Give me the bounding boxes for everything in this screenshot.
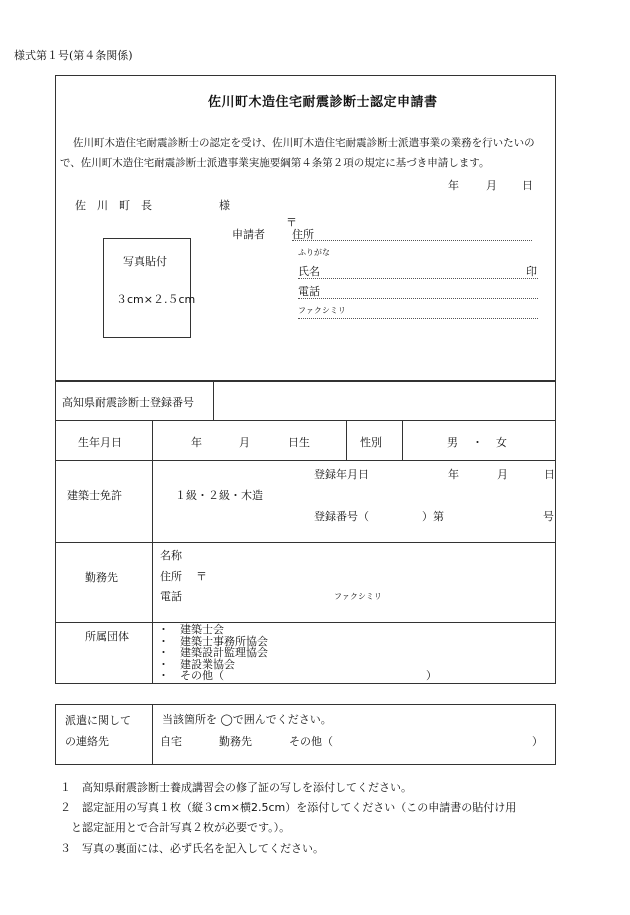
date-year-label: 年 [448,179,459,192]
license-reg-no-close: ）第 [422,510,444,523]
license-label: 建築士免許 [67,489,122,502]
col-divider [152,704,153,765]
date-day-label: 日 [522,179,533,192]
row-divider [55,542,556,543]
affiliation-other-close: ） [426,669,437,682]
affiliation-item[interactable]: ・ 建築士会 [158,623,224,636]
birth-day: 日生 [288,436,310,449]
addressee: 佐 川 町 長 [75,199,152,212]
row-divider [55,622,556,623]
fax-label: ファクシミリ [298,306,346,315]
photo-label: 写真貼付 [123,255,167,268]
dispatch-option-other[interactable]: その他（ [289,735,333,748]
workplace-fax-label: ファクシミリ [334,592,382,601]
birth-year: 年 [191,436,202,449]
license-reg-no-suffix: 号 [543,510,554,523]
row-divider [55,420,556,421]
registration-label: 高知県耐震診断士登録番号 [62,396,194,409]
col-divider [213,381,214,420]
birth-label: 生年月日 [78,436,122,449]
affiliation-item[interactable]: ・ その他（ [158,669,224,682]
col-divider [152,420,153,684]
application-body-line2: で、佐川町木造住宅耐震診断士派遣事業実施要綱第４条第２項の規定に基づき申請します。 [60,157,490,169]
info-table [55,381,556,684]
note-item: １ 高知県耐震診断士養成講習会の修了証の写しを添付してください。 [60,781,412,794]
affiliation-item[interactable]: ・ 建築設計監理協会 [158,646,268,659]
dispatch-label-line2: の連絡先 [65,735,109,748]
affiliation-item[interactable]: ・ 建設業協会 [158,657,235,671]
phone-label: 電話 [298,285,320,298]
gender-male[interactable]: 男 [447,436,458,449]
dispatch-option-other-close: ） [532,735,543,748]
workplace-phone-label: 電話 [160,590,182,603]
applicant-label: 申請者 [232,228,265,241]
dispatch-instruction: 当該箇所を ◯で囲んでください。 [162,713,332,726]
gender-label: 性別 [360,436,382,449]
row-divider [55,460,556,461]
gender-separator: ・ [472,436,483,449]
dispatch-label-line1: 派遣に関して [65,714,131,727]
col-divider [346,420,347,460]
honorific: 様 [219,199,230,212]
license-reg-day: 日 [544,468,555,481]
license-reg-year: 年 [448,468,459,481]
form-title: 佐川町木造住宅耐震診断士認定申請書 [208,95,438,110]
license-grade[interactable]: １級・２級・木造 [175,489,263,502]
dispatch-option-work[interactable]: 勤務先 [219,735,252,748]
birth-month: 月 [239,436,250,449]
form-number: 様式第１号(第４条関係) [14,49,133,62]
application-body-line1: 佐川町木造住宅耐震診断士の認定を受け、佐川町木造住宅耐震診断士派遣事業の業務を行いたいの [73,137,535,149]
note-item: ２ 認定証用の写真１枚（縦３cm×横2.5cm）を添付してください（この申請書の貼付け用 [60,801,517,814]
affiliation-list [158,624,268,682]
note-item: ３ 写真の裏面には、必ず氏名を記入してください。 [60,842,324,855]
name-field[interactable] [298,278,538,279]
phone-field[interactable] [298,298,538,299]
dispatch-option-home[interactable]: 自宅 [160,735,182,748]
workplace-label: 勤務先 [85,571,118,584]
col-divider [402,420,403,460]
workplace-address-label: 住所 [160,570,182,583]
furigana-label: ふりがな [298,248,330,257]
affiliation-label: 所属団体 [85,630,129,643]
photo-size: ３cm×２.５cm [116,293,196,306]
workplace-postal-mark: 〒 [196,570,207,583]
seal-label: 印 [526,265,537,278]
fax-field[interactable] [298,318,538,319]
photo-box [103,238,191,338]
license-reg-date-label: 登録年月日 [314,468,369,481]
date-month-label: 月 [486,179,497,192]
note-item: と認定証用とで合計写真２枚が必要です。）。 [60,821,291,834]
license-reg-month: 月 [497,468,508,481]
license-reg-no-label: 登録番号（ [314,510,369,523]
postal-mark: 〒 [286,216,297,229]
workplace-name-label: 名称 [160,549,182,562]
affiliation-item[interactable]: ・ 建築士事務所協会 [158,634,268,648]
address-label: 住所 [292,228,314,241]
gender-female[interactable]: 女 [496,436,507,449]
name-label: 氏名 [298,265,320,278]
address-field[interactable] [292,240,532,241]
